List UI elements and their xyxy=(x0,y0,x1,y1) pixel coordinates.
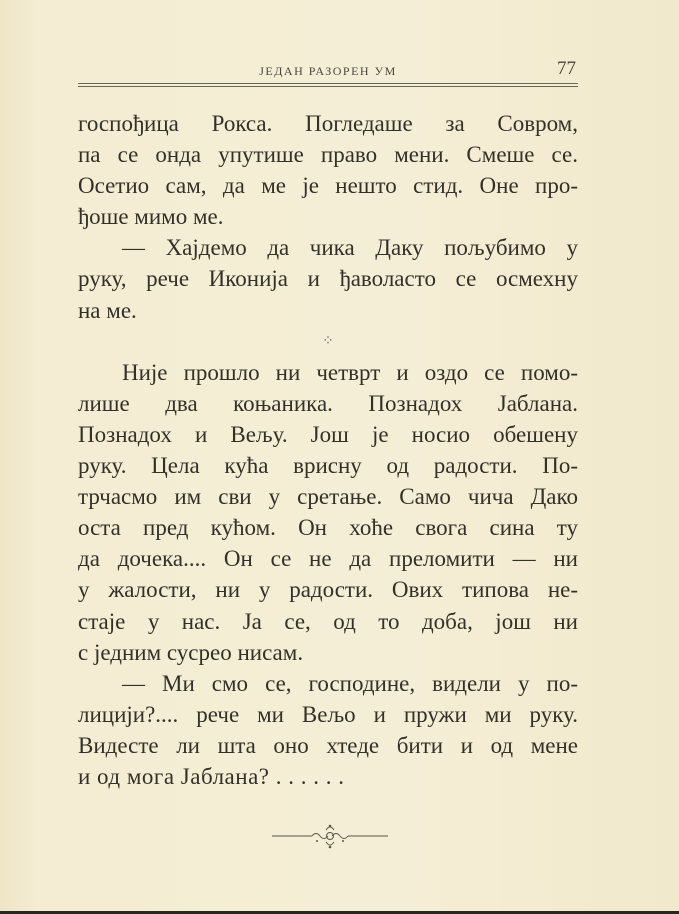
header-rule-bottom xyxy=(78,86,578,87)
text-line: трчасмо им сви у сретање. Само чича Дако xyxy=(78,484,578,510)
text-line: па се онда упутише право мени. Смеше се. xyxy=(78,142,578,168)
text-line: Није прошло ни четврт и оздо се помо- xyxy=(122,359,578,385)
text-line: Видесте ли шта оно хтеде бити и од мене xyxy=(78,732,578,758)
text-line: руку, рече Иконија и ђаволасто се осмехну xyxy=(78,266,578,292)
text-line: стаје у нас. Ја се, од то доба, још ни xyxy=(78,608,578,634)
page-number: 77 xyxy=(557,58,576,79)
text-line: ђоше мимо ме. xyxy=(78,204,224,230)
text-line: госпођица Рокса. Погледаше за Совром, xyxy=(78,111,578,136)
text-line: — Хајдемо да чика Даку пољубимо у xyxy=(122,235,578,261)
header-rule-top xyxy=(78,83,578,84)
text-line: лише два коњаника. Познадох Јаблана. xyxy=(78,390,578,416)
text-line: — Ми смо се, господине, видели у по- xyxy=(122,670,578,696)
end-ornament xyxy=(270,822,390,858)
text-line: у жалости, ни у радости. Ових типова не- xyxy=(78,577,578,603)
text-line: руку. Цела кућа врисну од радости. По- xyxy=(78,453,578,479)
body-text xyxy=(78,108,578,792)
text-line: на ме. xyxy=(78,297,137,323)
text-line: с једним сусрео нисам. xyxy=(78,639,304,665)
section-separator: ⁘ xyxy=(322,333,334,349)
running-head: ЈЕДАН РАЗОРЕН УМ xyxy=(259,64,397,78)
text-line: лицији?.... рече ми Вељо и пружи ми руку. xyxy=(78,701,578,727)
text-line: да дочека.... Он се не да преломити — ни xyxy=(78,546,578,572)
text-line: и од мога Јаблана? . . . . . . xyxy=(78,763,345,789)
page-header xyxy=(78,58,578,82)
text-line: оста пред кућом. Он хоће свога сина ту xyxy=(78,515,578,541)
text-line: Осетио сам, да ме је нешто стид. Оне про- xyxy=(78,173,578,199)
text-line: Познадох и Вељу. Још је носио обешену xyxy=(78,421,578,447)
